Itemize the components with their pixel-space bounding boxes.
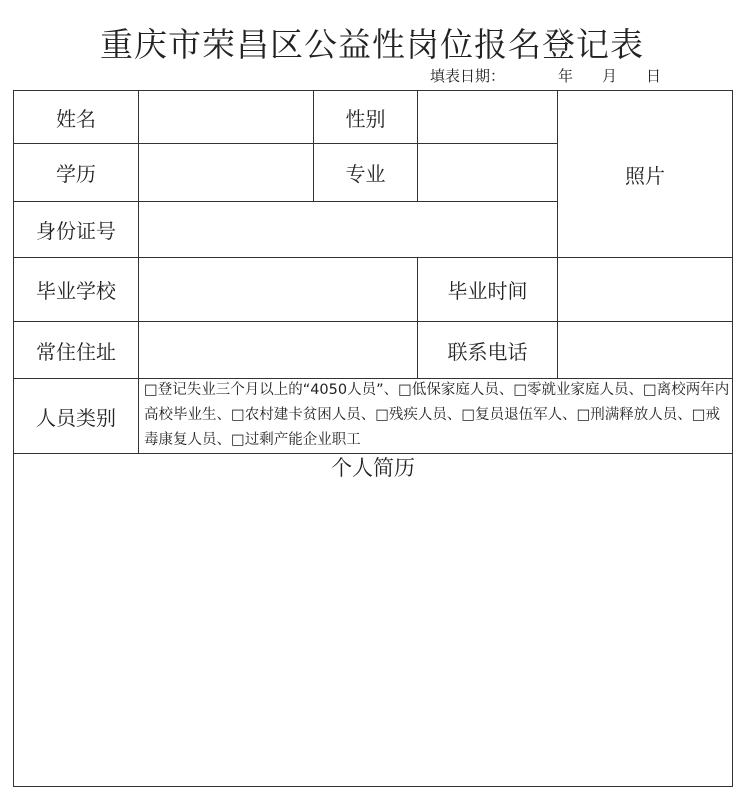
label-phone: 联系电话 bbox=[447, 339, 528, 364]
school-field[interactable] bbox=[139, 258, 417, 321]
fill-date-label: 填表日期： bbox=[430, 67, 506, 85]
label-education: 学历 bbox=[56, 162, 96, 186]
category-options[interactable]: □登记失业三个月以上的“4050人员”、□低保家庭人员、□零就业家庭人员、□离校两年内高校毕业生、□农村建卡贫困人员、□残疾人员、□复员退伍军人、□刑满释放人员、□戒毒康复人员、□过剩产能企业职工 bbox=[144, 382, 730, 448]
grad-time-field[interactable] bbox=[558, 258, 732, 321]
fill-date-day: 日 bbox=[646, 67, 662, 85]
phone-field[interactable] bbox=[558, 322, 732, 378]
label-grad-time: 毕业时间 bbox=[447, 279, 528, 303]
label-gender: 性别 bbox=[345, 106, 386, 131]
id-number-field[interactable] bbox=[139, 202, 557, 257]
gender-field[interactable] bbox=[418, 91, 557, 143]
address-field[interactable] bbox=[139, 322, 417, 378]
label-category: 人员类别 bbox=[36, 405, 116, 430]
label-name: 姓名 bbox=[56, 106, 96, 131]
fill-date-month: 月 bbox=[602, 67, 618, 85]
fill-date-year: 年 bbox=[558, 67, 574, 85]
label-address: 常住住址 bbox=[36, 339, 116, 364]
resume-heading: 个人简历 bbox=[331, 456, 415, 480]
major-field[interactable] bbox=[418, 144, 557, 201]
label-id-number: 身份证号 bbox=[36, 219, 116, 243]
label-major: 专业 bbox=[345, 162, 386, 186]
resume-field[interactable] bbox=[14, 484, 732, 786]
name-field[interactable] bbox=[139, 91, 313, 143]
form-title: 重庆市荣昌区公益性岗位报名登记表 bbox=[100, 25, 644, 64]
photo-box[interactable]: 照片 bbox=[625, 163, 665, 188]
fill-date-line bbox=[430, 64, 670, 88]
education-field[interactable] bbox=[139, 144, 313, 201]
label-school: 毕业学校 bbox=[36, 279, 116, 303]
